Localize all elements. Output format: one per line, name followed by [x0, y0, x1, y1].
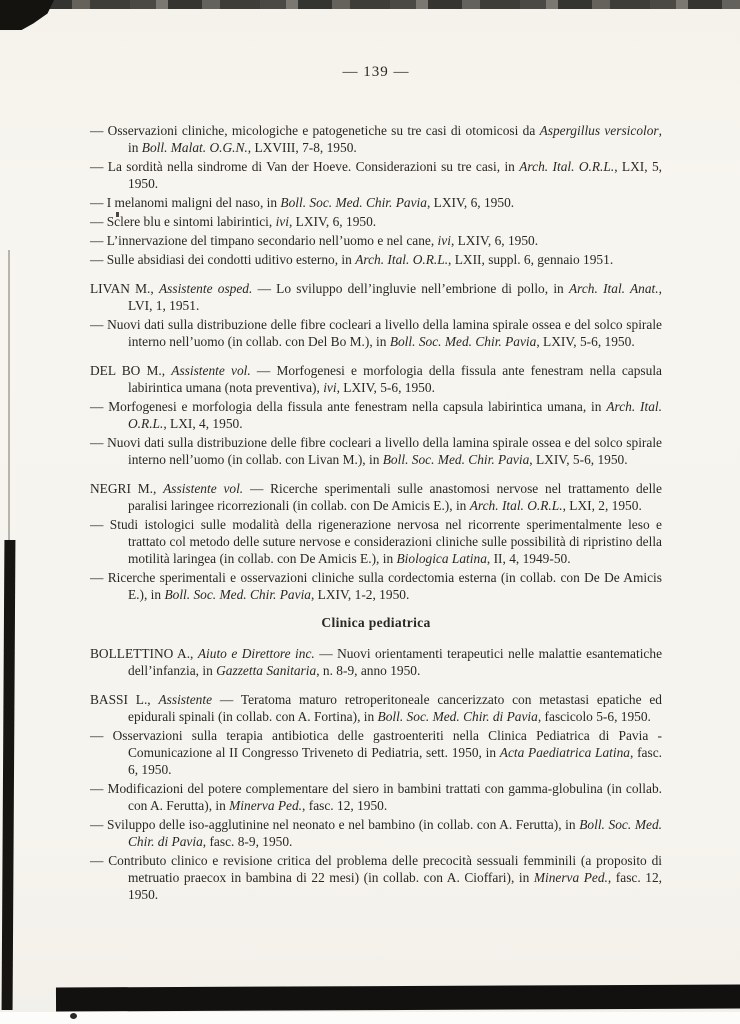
- text-segment: , LXIV, 1-2, 1950.: [310, 587, 410, 602]
- text-segment: — L’innervazione del timpano secondario nell’uomo e nel cane,: [90, 233, 438, 248]
- text-segment: , LXII, suppl. 6, gennaio 1951.: [448, 252, 614, 267]
- bibliography-entry: [90, 691, 662, 725]
- italic-text-segment: Aspergillus versicolor: [539, 123, 659, 138]
- text-segment: , LXVIII, 7-8, 1950.: [247, 140, 357, 155]
- text-segment: — Osservazioni cliniche, micologiche e patogenetiche su tre casi di otomicosi da: [90, 123, 540, 138]
- bibliography-entry: [90, 852, 662, 903]
- scan-artifact-bottom-bar: [56, 984, 740, 1011]
- text-segment: , LXIV, 6, 1950.: [288, 214, 377, 229]
- italic-text-segment: Assistente osped.: [158, 281, 253, 296]
- page-number: — 139 —: [342, 64, 410, 80]
- italic-text-segment: Arch. Ital. O.R.L.: [128, 399, 662, 431]
- italic-text-segment: Acta Paediatrica Latina: [499, 745, 630, 760]
- text-segment: — Lo sviluppo dell’ingluvie nell’embrione di pollo, in: [252, 281, 569, 296]
- text-segment: , fasc. 12, 1950.: [302, 798, 388, 813]
- text-segment: , LXI, 5, 1950.: [128, 159, 662, 191]
- text-segment: — Contributo clinico e revisione critica del problema delle precocità sessuali femminili (a proposito di metruatio praecox in bambina di 22 mesi) (in collab. con A. Cioffari), in: [90, 853, 662, 885]
- text-segment: — Sclere blu e sintomi labirintici,: [90, 214, 276, 229]
- bibliography-entry: [90, 727, 662, 778]
- text-segment: , LXIV, 5-6, 1950.: [529, 452, 628, 467]
- bibliography-entry: [90, 816, 662, 850]
- text-segment: , LXI, 2, 1950.: [562, 498, 642, 513]
- italic-text-segment: Minerva Ped.: [533, 870, 608, 885]
- bibliography-entry: [90, 569, 662, 603]
- italic-text-segment: Arch. Ital. O.R.L.: [355, 252, 449, 267]
- text-segment: , fasc. 12, 1950.: [128, 870, 662, 902]
- entry-group: [90, 362, 662, 468]
- bibliography-entry: [90, 280, 662, 314]
- italic-text-segment: Assistente vol.: [171, 363, 251, 378]
- text-segment: , II, 4, 1949-50.: [486, 551, 571, 566]
- text-segment: , LXIV, 5-6, 1950.: [336, 380, 435, 395]
- scan-edge-top: [0, 0, 740, 9]
- italic-text-segment: Boll. Soc. Med. Chir. Pavia: [389, 334, 537, 349]
- text-segment: , n. 8-9, anno 1950.: [316, 663, 421, 678]
- text-segment: BASSI L.,: [90, 692, 159, 707]
- text-segment: — Osservazioni sulla terapia antibiotica delle gastroenteriti nella Clinica Pediatrica di Pavia - Comunicazione al II Congresso Triveneto di Pediatria, sett. 1950, in: [90, 728, 662, 760]
- bibliography-entry: [90, 158, 662, 192]
- text-segment: — Morfogenesi e morfologia della fissula ante fenestram nella capsula labirintica umana, in: [90, 399, 607, 414]
- scan-edge-bottom: [0, 1012, 740, 1024]
- italic-text-segment: Boll. Soc. Med. Chir. Pavia: [382, 452, 530, 467]
- italic-text-segment: Boll. Soc. Med. Chir. Pavia: [164, 587, 311, 602]
- italic-text-segment: Arch. Ital. O.R.L.: [469, 498, 563, 513]
- entry-group: [90, 280, 662, 350]
- text-segment: — Nuovi dati sulla distribuzione delle fibre cocleari a livello della lamina spirale ossea e del solco spirale interno nell’uomo (in collab. con Del Bo M.), in: [90, 317, 662, 349]
- scan-speck: [70, 1013, 77, 1019]
- italic-text-segment: Aiuto e Direttore inc.: [197, 646, 315, 661]
- italic-text-segment: Gazzetta Sanitaria: [216, 663, 317, 678]
- bibliography-entry: [90, 780, 662, 814]
- italic-text-segment: Biologica Latina: [396, 551, 487, 566]
- text-segment: — Nuovi orientamenti terapeutici nelle malattie esantematiche dell’infanzia, in: [128, 646, 663, 678]
- text-segment: , fasc. 8-9, 1950.: [202, 834, 293, 849]
- bibliography-entry: [90, 434, 662, 468]
- bibliography-entry: [90, 362, 662, 396]
- text-segment: DEL BO M.,: [90, 363, 172, 378]
- text-segment: , LXIV, 6, 1950.: [450, 233, 539, 248]
- text-segment: , LXI, 4, 1950.: [163, 416, 243, 431]
- text-segment: — Teratoma maturo retroperitoneale cancerizzato con metastasi epatiche ed epidurali spinali (in collab. con A. Fortina), in: [128, 692, 662, 724]
- bibliography-entry: [90, 194, 662, 211]
- text-segment: — Nuovi dati sulla distribuzione delle fibre cocleari a livello della lamina spirale ossea e del solco spirale interno nell’uomo (in collab. con Livan M.), in: [90, 435, 662, 467]
- text-segment: — Sviluppo delle iso-agglutinine nel neonato e nel bambino (in collab. con A. Ferutta), in: [90, 817, 580, 832]
- text-segment: — Ricerche sperimentali sulle anastomosi nervose nel trattamento delle paralisi laringee ricorrezionali (in collab. con De Amicis E.), in: [128, 481, 662, 513]
- italic-text-segment: Minerva Ped.: [229, 798, 303, 813]
- bibliography-entry: [90, 251, 662, 268]
- section-heading: Clinica pediatrica: [321, 615, 431, 630]
- text-segment: , LVI, 1, 1951.: [128, 281, 662, 313]
- entry-group: [90, 645, 662, 679]
- entry-group: [90, 122, 662, 268]
- text-segment: — La sordità nella sindrome di Van der Hoeve. Considerazioni su tre casi, in: [90, 159, 520, 174]
- bibliography-entry: [90, 213, 662, 230]
- bibliography-entry: [90, 480, 662, 514]
- text-segment: — Ricerche sperimentali e osservazioni cliniche sulla cordectomia esterna (in collab. con De De Amicis E.), in: [90, 570, 662, 602]
- text-segment: LIVAN M.,: [90, 281, 159, 296]
- text-segment: — Sulle absidiasi dei condotti uditivo esterno, in: [90, 252, 356, 267]
- italic-text-segment: ivi: [437, 233, 451, 248]
- text-segment: — Studi istologici sulle modalità della rigenerazione nervosa nel ricorrente sperimentalmente leso e trattato col metodo delle suture nervose e considerazioni cliniche sulle possibilità di ripristino della motilità laringea (in collab. con De Amicis E.), in: [90, 517, 662, 566]
- italic-text-segment: Arch. Ital. Anat.: [568, 281, 659, 296]
- text-segment: BOLLETTINO A.,: [90, 646, 198, 661]
- text-segment: — I melanomi maligni del naso, in: [90, 195, 281, 210]
- entry-group: [90, 480, 662, 603]
- italic-text-segment: Boll. Soc. Med. Chir. Pavia: [280, 195, 427, 210]
- italic-text-segment: Boll. Soc. Med. Chir. di Pavia: [128, 817, 662, 849]
- text-segment: — Modificazioni del potere complementare del siero in bambini trattati con gamma-globulina (in collab. con A. Ferutta), in: [90, 781, 662, 813]
- bibliography-entry: [90, 316, 662, 350]
- text-segment: NEGRI M.,: [90, 481, 164, 496]
- italic-text-segment: Arch. Ital. O.R.L.: [519, 159, 615, 174]
- text-segment: , LXIV, 6, 1950.: [426, 195, 515, 210]
- text-segment: , fascicolo 5-6, 1950.: [537, 709, 651, 724]
- italic-text-segment: ivi: [275, 214, 289, 229]
- entry-group: [90, 691, 662, 903]
- italic-text-segment: ivi: [323, 380, 337, 395]
- bibliography-entry: [90, 398, 662, 432]
- text-segment: , in: [128, 123, 662, 155]
- scan-artifact-left-line: [8, 250, 10, 550]
- text-segment: , LXIV, 5-6, 1950.: [536, 334, 635, 349]
- scan-artifact-left-bar: [2, 540, 16, 1010]
- bibliography-entry: [90, 645, 662, 679]
- text-segment: — Morfogenesi e morfologia della fissula ante fenestram nella capsula labirintica umana (nota preventiva),: [128, 363, 662, 395]
- italic-text-segment: Boll. Malat. O.G.N.: [141, 140, 248, 155]
- page-content: [90, 122, 662, 915]
- scan-artifact-top-left: [0, 0, 54, 30]
- bibliography-entry: [90, 516, 662, 567]
- bibliography-entry: [90, 232, 662, 249]
- text-segment: , fasc. 6, 1950.: [128, 745, 662, 777]
- italic-text-segment: Boll. Soc. Med. Chir. di Pavia: [377, 709, 538, 724]
- italic-text-segment: Assistente: [158, 692, 213, 707]
- italic-text-segment: Assistente vol.: [163, 481, 244, 496]
- bibliography-entry: [90, 122, 662, 156]
